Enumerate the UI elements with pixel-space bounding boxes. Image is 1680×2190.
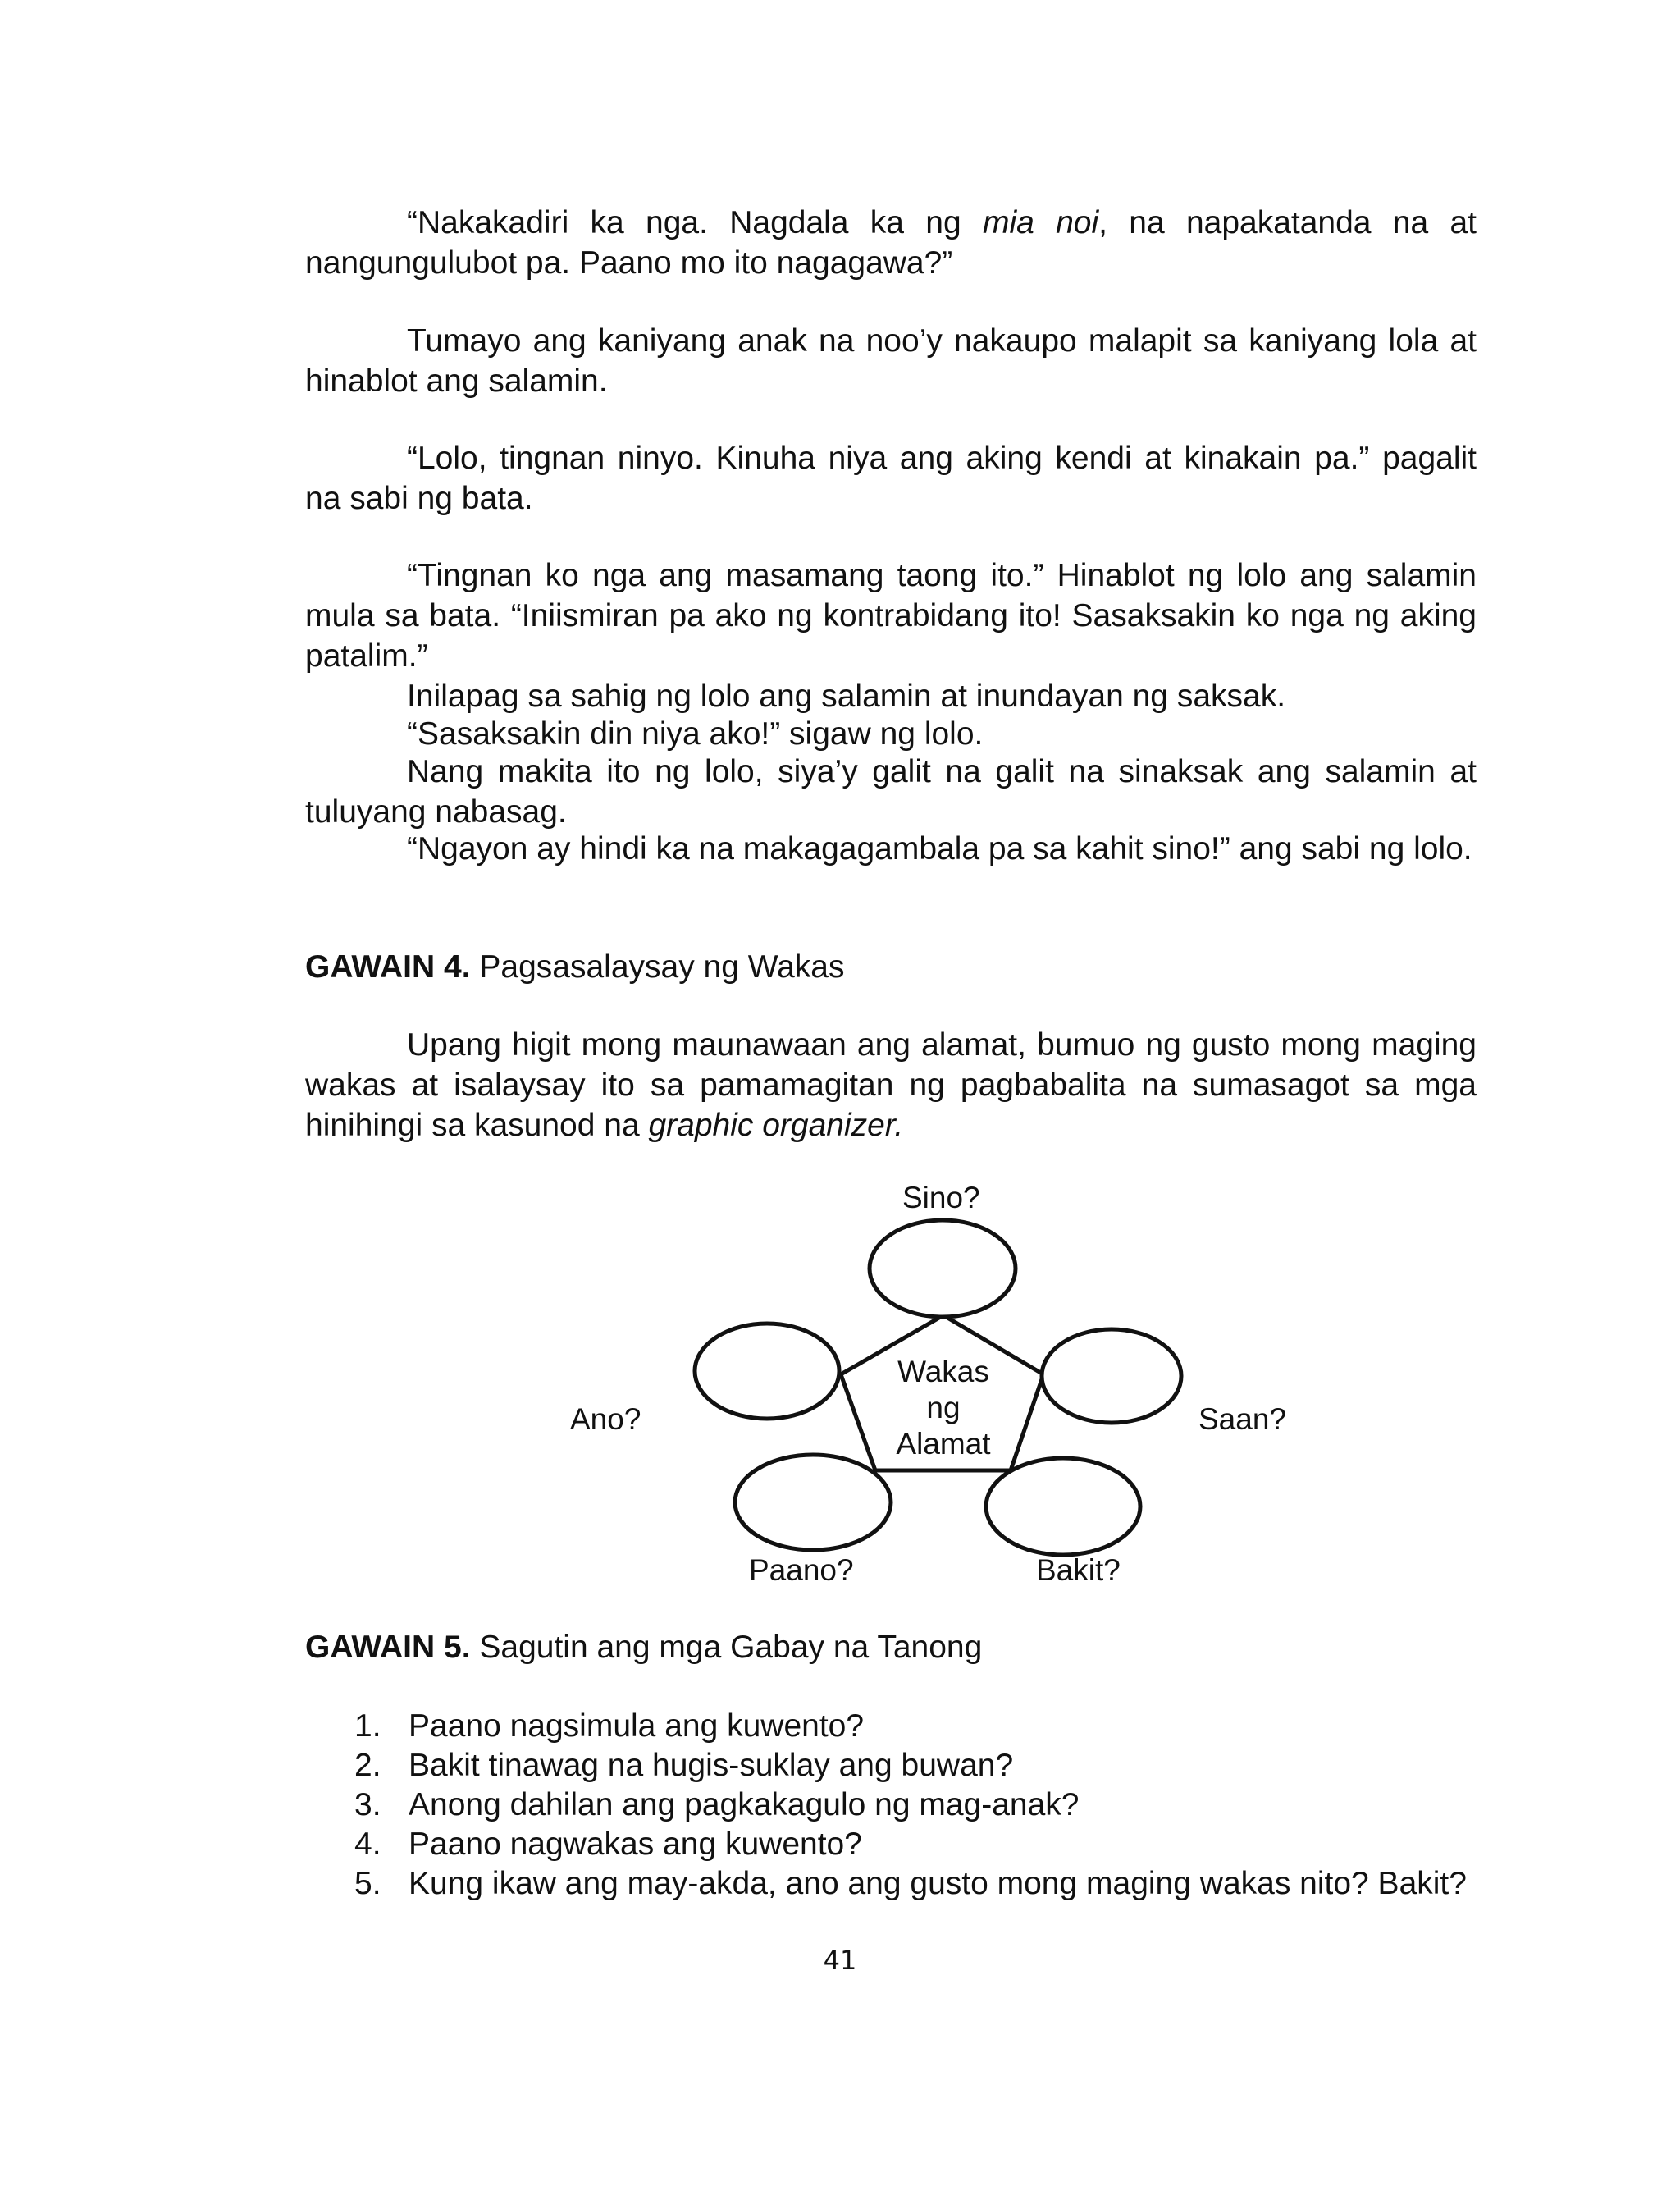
oval-left bbox=[695, 1324, 839, 1419]
list-item-number: 4. bbox=[354, 1827, 381, 1862]
paragraph-6-text: “Sasaksakin din niya ako!” sigaw ng lolo. bbox=[407, 716, 984, 752]
italic-term: mia noi bbox=[982, 205, 1099, 240]
center-label-line-2: ng bbox=[926, 1391, 961, 1424]
list-item bbox=[345, 1707, 1509, 1746]
list-item bbox=[345, 1864, 1509, 1904]
gawain-5-label: GAWAIN 5. bbox=[305, 1630, 471, 1665]
question-list bbox=[345, 1707, 1509, 1904]
label-paano: Paano? bbox=[749, 1553, 854, 1587]
list-item-text: Paano nagwakas ang kuwento? bbox=[409, 1827, 862, 1862]
gawain-5-heading bbox=[305, 1627, 982, 1667]
list-item-number: 5. bbox=[354, 1866, 381, 1901]
diagram-center-label bbox=[861, 1354, 1025, 1462]
list-item-text: Anong dahilan ang pagkakagulo ng mag-anak? bbox=[409, 1787, 1080, 1822]
instruction-italic: graphic organizer. bbox=[648, 1108, 904, 1143]
instruction-text: Upang higit mong maunawaan ang alamat, bumuo ng gusto mong maging wakas at isalaysay ito sa pamamagitan ng pagbabalita na sumasagot sa mga hinihingi sa kasunod na bbox=[305, 1027, 1477, 1143]
list-item bbox=[345, 1746, 1509, 1785]
label-bakit: Bakit? bbox=[1036, 1553, 1121, 1587]
gawain-5-title: Sagutin ang mga Gabay na Tanong bbox=[470, 1630, 983, 1665]
page-number: 41 bbox=[823, 1945, 857, 1976]
paragraph-8-text: “Ngayon ay hindi ka na makagagambala pa sa kahit sino!” ang sabi ng lolo. bbox=[407, 831, 1472, 866]
label-saan: Saan? bbox=[1198, 1402, 1286, 1436]
list-item-number: 1. bbox=[354, 1708, 381, 1744]
paragraph-2-text: Tumayo ang kaniyang anak na noo’y nakaupo malapit sa kaniyang lola at hinablot ang salamin. bbox=[305, 323, 1477, 399]
list-item-text: Paano nagsimula ang kuwento? bbox=[409, 1708, 865, 1744]
list-item-number: 3. bbox=[354, 1787, 381, 1822]
label-ano: Ano? bbox=[570, 1402, 641, 1436]
gawain-4-label: GAWAIN 4. bbox=[305, 949, 471, 985]
paragraph-1-text-end: , na napakatanda na at nangungulubot pa. Paano mo ito nagagawa?” bbox=[305, 205, 1477, 281]
list-item bbox=[345, 1825, 1509, 1864]
paragraph-3-text: “Lolo, tingnan ninyo. Kinuha niya ang aking kendi at kinakain pa.” pagalit na sabi ng bata. bbox=[305, 441, 1477, 516]
paragraph-4-text: “Tingnan ko nga ang masamang taong ito.” Hinablot ng lolo ang salamin mula sa bata. “Iniismiran pa ako ng kontrabidang ito! Sasaksakin ko nga ng aking patalim.” bbox=[305, 558, 1477, 674]
center-label-line-1: Wakas bbox=[897, 1355, 989, 1388]
paragraph-7-text: Nang makita ito ng lolo, siya’y galit na galit na sinaksak ang salamin at tuluyang nabasag. bbox=[305, 754, 1477, 830]
list-item-text: Kung ikaw ang may-akda, ano ang gusto mong maging wakas nito? Bakit? bbox=[409, 1866, 1467, 1901]
paragraph-5-text: Inilapag sa sahig ng lolo ang salamin at inundayan ng saksak. bbox=[407, 679, 1286, 714]
list-item bbox=[345, 1785, 1509, 1825]
list-item-number: 2. bbox=[354, 1748, 381, 1783]
label-sino: Sino? bbox=[902, 1181, 980, 1214]
list-item-text: Bakit tinawag na hugis-suklay ang buwan? bbox=[409, 1748, 1014, 1783]
oval-top bbox=[870, 1220, 1016, 1317]
oval-right bbox=[1042, 1329, 1181, 1423]
center-label-line-3: Alamat bbox=[896, 1427, 991, 1461]
oval-bottom-left bbox=[735, 1455, 891, 1550]
oval-bottom-right bbox=[986, 1458, 1140, 1555]
gawain-4-title: Pagsasalaysay ng Wakas bbox=[470, 949, 845, 985]
paragraph-1-text: “Nakakadiri ka nga. Nagdala ka ng bbox=[407, 205, 983, 240]
